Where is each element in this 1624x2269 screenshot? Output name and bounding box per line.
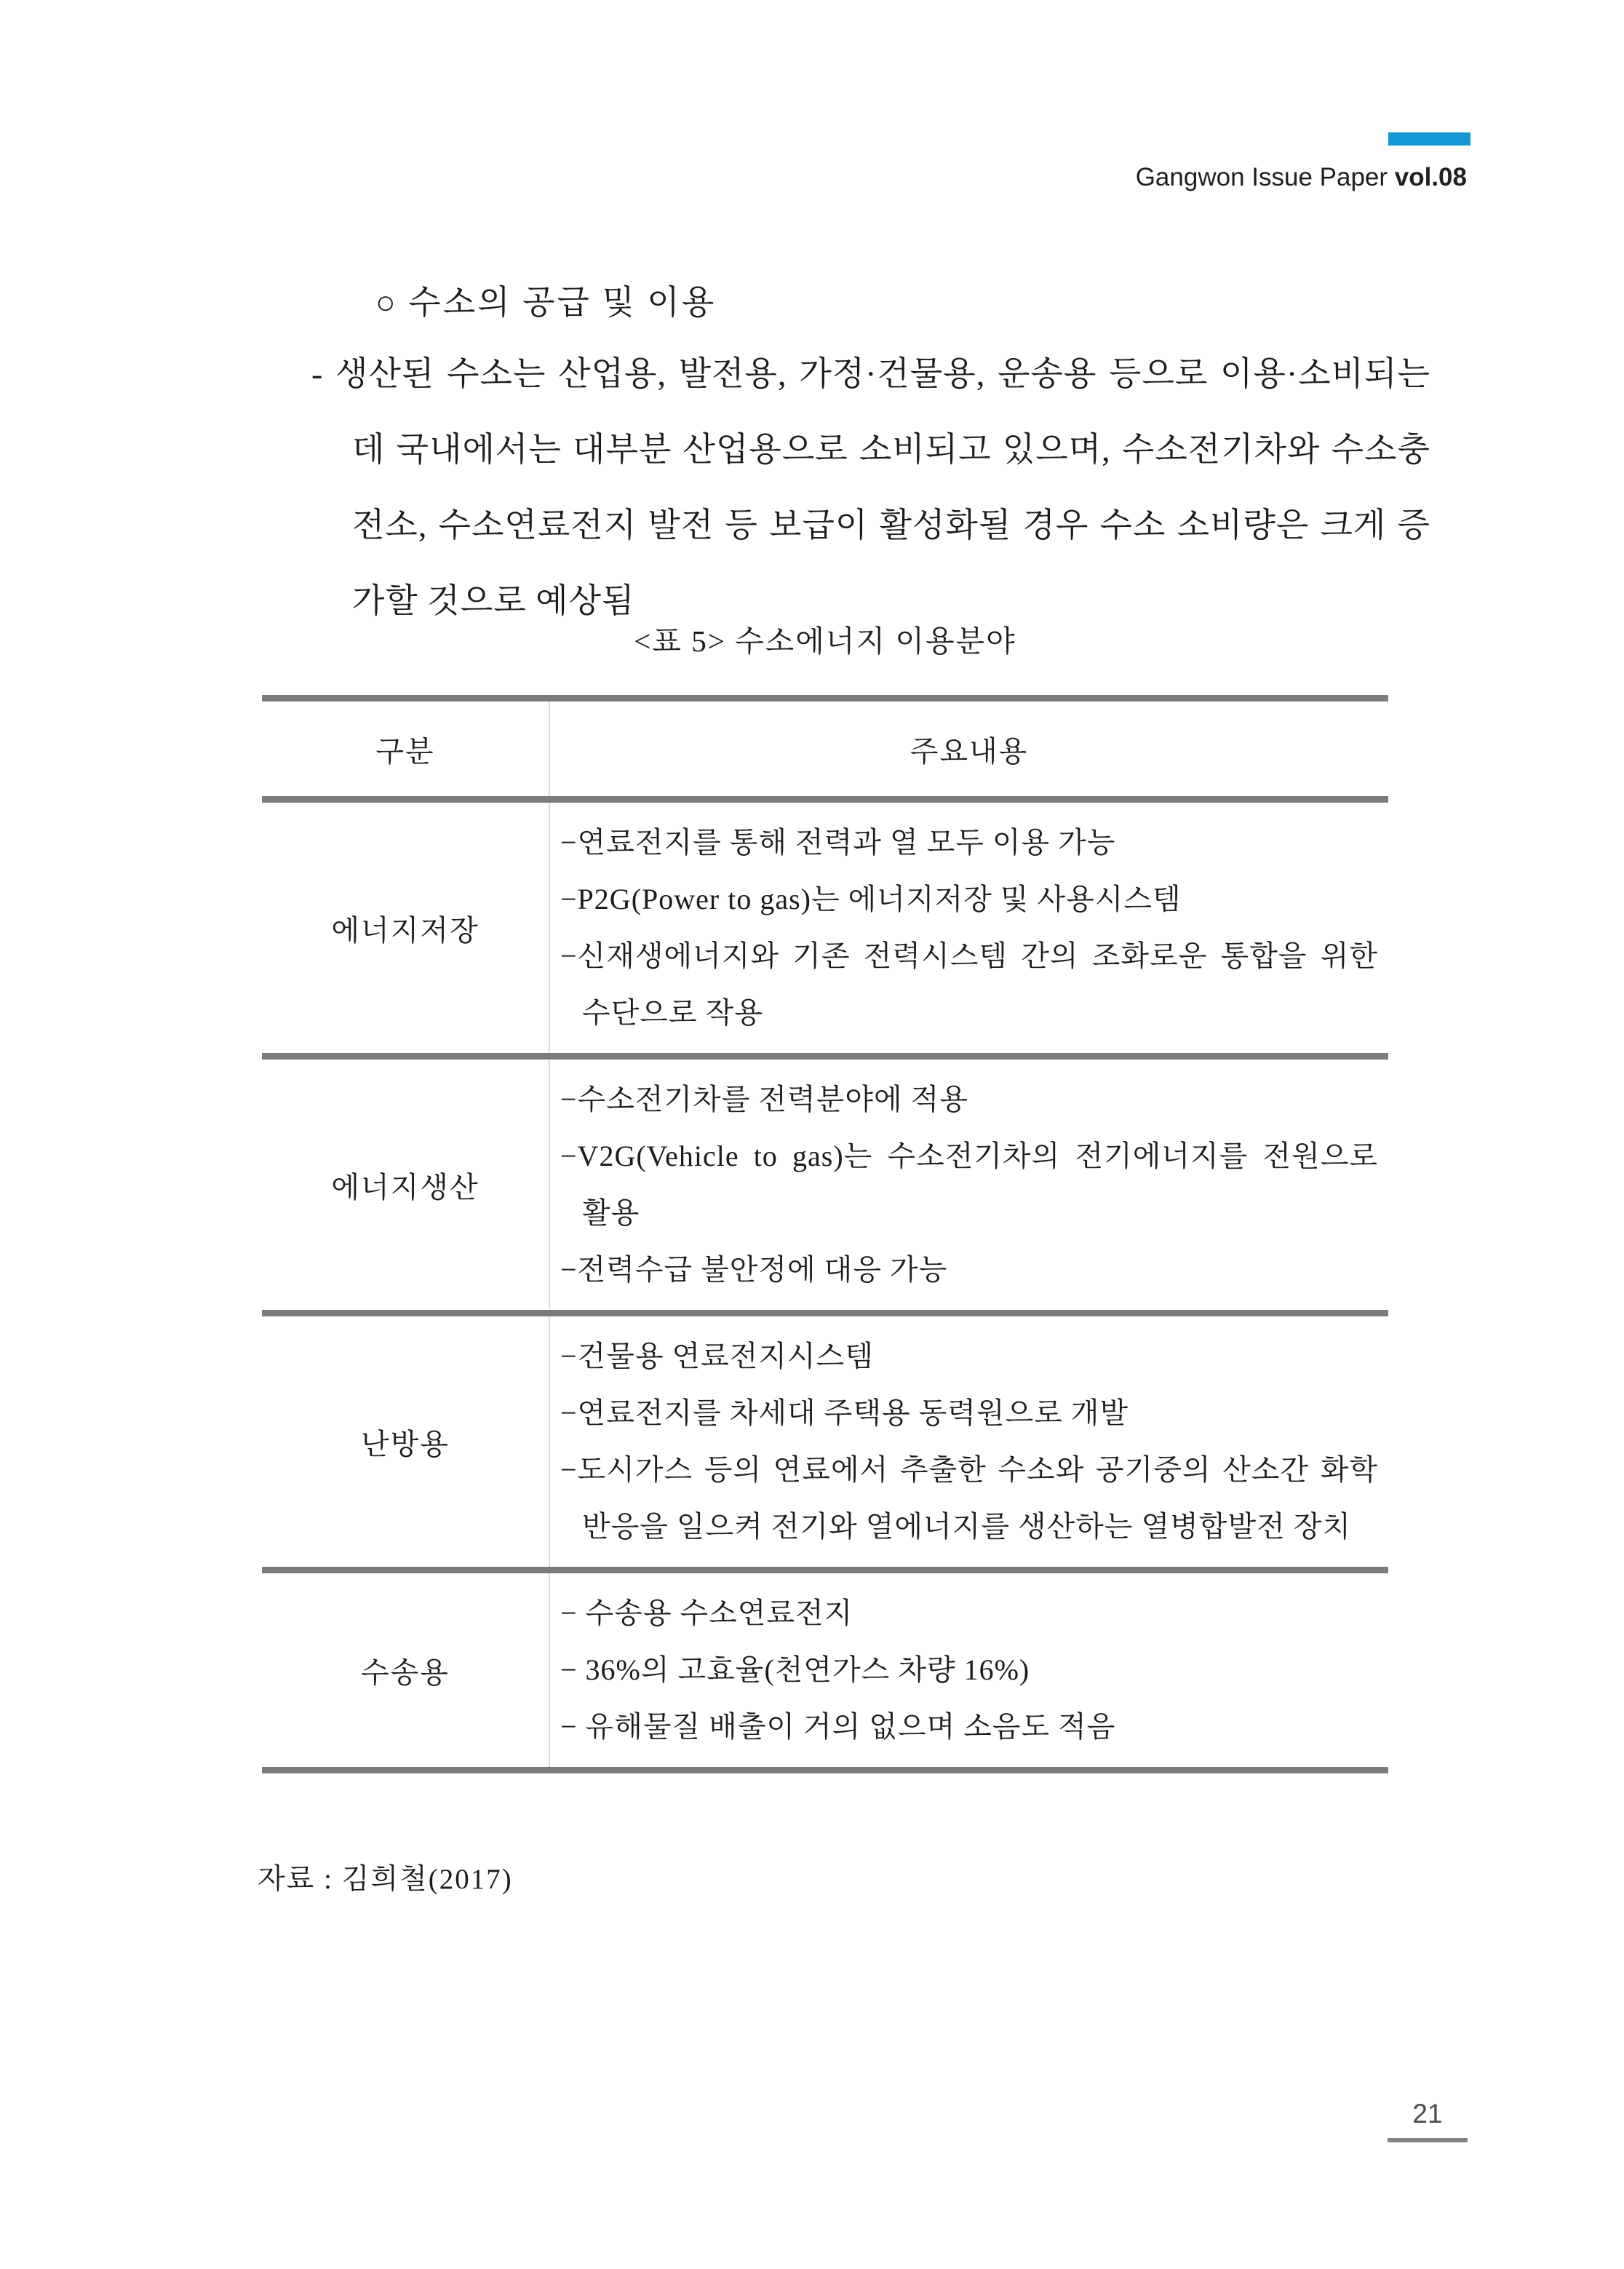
content-cell (550, 1316, 1388, 1567)
table-title: <표 5> 수소에너지 이용분야 (634, 624, 1016, 658)
column-header-category: 구분 (262, 702, 550, 796)
content-item: − 유해물질 배출이 거의 없으며 소음도 적음 (560, 1710, 1116, 1743)
table-row-divider (262, 1310, 1388, 1316)
category-cell: 에너지생산 (262, 1060, 550, 1310)
header-accent-bar (1388, 132, 1470, 146)
table-row-heating (262, 1316, 1388, 1567)
table-source: 자료 : 김희철(2017) (258, 1864, 513, 1895)
table-top-border (262, 695, 1388, 702)
table-row-energy-storage (262, 803, 1388, 1053)
category-cell: 에너지저장 (262, 803, 550, 1053)
page-number-rule (1388, 2138, 1468, 2142)
table-row-divider (262, 1053, 1388, 1060)
content-item: −P2G(Power to gas)는 에너지저장 및 사용시스템 (560, 883, 1182, 915)
hydrogen-usage-table (262, 695, 1388, 1773)
category-cell: 난방용 (262, 1316, 550, 1567)
category-cell: 수송용 (262, 1573, 550, 1767)
publication-volume: vol.08 (1394, 163, 1467, 191)
table-row-energy-production (262, 1060, 1388, 1310)
table-row-transport (262, 1573, 1388, 1767)
content-item: −수소전기차를 전력분야에 적용 (560, 1083, 968, 1116)
content-item: −신재생에너지와 기존 전력시스템 간의 조화로운 통합을 위한 수단으로 작용 (560, 939, 1378, 1029)
content-item: −V2G(Vehicle to gas)는 수소전기차의 전기에너지를 전원으로 활용 (560, 1140, 1378, 1229)
content-cell (550, 1573, 1388, 1767)
table-row-divider (262, 1567, 1388, 1573)
content-item: −연료전지를 통해 전력과 열 모두 이용 가능 (560, 826, 1116, 859)
publication-title-regular: Gangwon Issue Paper (1135, 163, 1395, 191)
content-item: −도시가스 등의 연료에서 추출한 수소와 공기중의 산소간 화학반응을 일으켜 전기와 열에너지를 생산하는 열병합발전 장치 (560, 1453, 1378, 1543)
content-item: − 수송용 수소연료전지 (560, 1597, 853, 1629)
content-item: −건물용 연료전지시스템 (560, 1340, 874, 1372)
table-header-row (262, 702, 1388, 796)
content-item: −전력수급 불안정에 대응 가능 (560, 1253, 948, 1286)
content-cell (550, 803, 1388, 1053)
publication-title (1136, 162, 1467, 194)
content-item: −연료전지를 차세대 주택용 동력원으로 개발 (560, 1396, 1129, 1429)
page-number: 21 (1412, 2099, 1443, 2129)
content-item: − 36%의 고효율(천연가스 차량 16%) (560, 1653, 1030, 1686)
table-bottom-border (262, 1767, 1388, 1773)
table-row-divider (262, 796, 1388, 803)
column-header-content: 주요내용 (909, 734, 1029, 768)
body-paragraph: - 생산된 수소는 산업용, 발전용, 가정·건물용, 운송용 등으로 이용·소비되는데 국내에서는 대부분 산업용으로 소비되고 있으며, 수소전기차와 수소충전소, 수소연료전지 발전 등 보급이 활성화될 경우 수소 소비량은 크게 증가할 것으로 예상됨 (311, 355, 1430, 619)
section-heading: ○ 수소의 공급 및 이용 (375, 284, 717, 321)
content-cell (550, 1060, 1388, 1310)
